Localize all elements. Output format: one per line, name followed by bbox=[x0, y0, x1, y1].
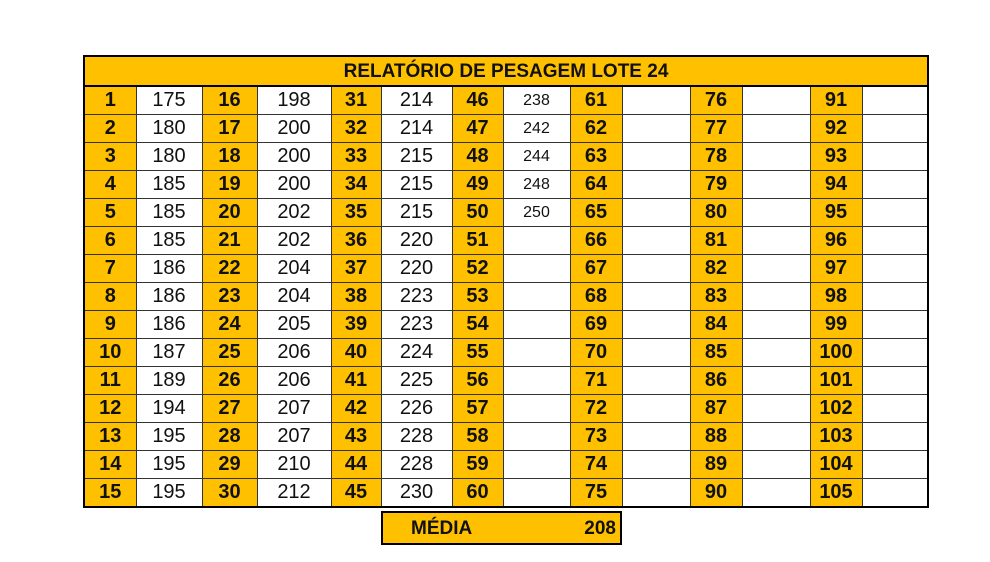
item-number: 27 bbox=[202, 395, 257, 423]
item-number: 22 bbox=[202, 255, 257, 283]
item-number: 88 bbox=[690, 423, 742, 451]
weight-value bbox=[742, 451, 810, 479]
weight-value bbox=[862, 86, 928, 115]
item-number: 98 bbox=[810, 283, 862, 311]
item-number: 43 bbox=[331, 423, 381, 451]
weight-value: 214 bbox=[381, 115, 452, 143]
item-number: 77 bbox=[690, 115, 742, 143]
weight-value: 225 bbox=[381, 367, 452, 395]
weight-value bbox=[503, 283, 570, 311]
weight-value bbox=[862, 423, 928, 451]
weight-value: 206 bbox=[257, 339, 331, 367]
weight-value bbox=[503, 227, 570, 255]
item-number: 18 bbox=[202, 143, 257, 171]
weight-value bbox=[622, 86, 690, 115]
weight-value bbox=[503, 367, 570, 395]
item-number: 45 bbox=[331, 479, 381, 508]
weight-value bbox=[503, 339, 570, 367]
item-number: 49 bbox=[452, 171, 503, 199]
item-number: 2 bbox=[84, 115, 136, 143]
item-number: 99 bbox=[810, 311, 862, 339]
weight-value: 186 bbox=[136, 255, 202, 283]
item-number: 105 bbox=[810, 479, 862, 508]
item-number: 36 bbox=[331, 227, 381, 255]
item-number: 29 bbox=[202, 451, 257, 479]
item-number: 69 bbox=[570, 311, 622, 339]
item-number: 59 bbox=[452, 451, 503, 479]
weight-value: 226 bbox=[381, 395, 452, 423]
weight-value: 207 bbox=[257, 395, 331, 423]
weight-value bbox=[862, 311, 928, 339]
weight-value: 228 bbox=[381, 423, 452, 451]
item-number: 42 bbox=[331, 395, 381, 423]
item-number: 4 bbox=[84, 171, 136, 199]
item-number: 11 bbox=[84, 367, 136, 395]
weight-value bbox=[742, 311, 810, 339]
table-row bbox=[84, 311, 928, 339]
item-number: 94 bbox=[810, 171, 862, 199]
weight-value: 238 bbox=[503, 86, 570, 115]
average-box bbox=[381, 511, 622, 545]
item-number: 44 bbox=[331, 451, 381, 479]
weight-value bbox=[742, 199, 810, 227]
weight-value: 244 bbox=[503, 143, 570, 171]
weight-value: 207 bbox=[257, 423, 331, 451]
item-number: 96 bbox=[810, 227, 862, 255]
item-number: 80 bbox=[690, 199, 742, 227]
weight-value bbox=[742, 86, 810, 115]
item-number: 72 bbox=[570, 395, 622, 423]
item-number: 9 bbox=[84, 311, 136, 339]
weight-value bbox=[742, 423, 810, 451]
item-number: 6 bbox=[84, 227, 136, 255]
weight-value bbox=[622, 199, 690, 227]
item-number: 90 bbox=[690, 479, 742, 508]
weight-value bbox=[742, 283, 810, 311]
item-number: 30 bbox=[202, 479, 257, 508]
table-row bbox=[84, 115, 928, 143]
weight-value: 215 bbox=[381, 199, 452, 227]
table-row bbox=[84, 86, 928, 115]
weight-value bbox=[742, 395, 810, 423]
item-number: 37 bbox=[331, 255, 381, 283]
item-number: 81 bbox=[690, 227, 742, 255]
item-number: 92 bbox=[810, 115, 862, 143]
weight-value: 215 bbox=[381, 171, 452, 199]
weight-value: 202 bbox=[257, 227, 331, 255]
item-number: 24 bbox=[202, 311, 257, 339]
table-row bbox=[84, 339, 928, 367]
table-row bbox=[84, 423, 928, 451]
weight-value: 186 bbox=[136, 311, 202, 339]
weight-value bbox=[503, 255, 570, 283]
weight-value: 224 bbox=[381, 339, 452, 367]
item-number: 13 bbox=[84, 423, 136, 451]
item-number: 31 bbox=[331, 86, 381, 115]
weight-value: 198 bbox=[257, 86, 331, 115]
weight-value: 214 bbox=[381, 86, 452, 115]
weight-value bbox=[862, 115, 928, 143]
weight-value: 185 bbox=[136, 171, 202, 199]
table-row bbox=[84, 143, 928, 171]
weight-value: 180 bbox=[136, 115, 202, 143]
weight-value: 212 bbox=[257, 479, 331, 508]
weight-value bbox=[862, 367, 928, 395]
item-number: 14 bbox=[84, 451, 136, 479]
item-number: 84 bbox=[690, 311, 742, 339]
weight-value bbox=[742, 227, 810, 255]
item-number: 104 bbox=[810, 451, 862, 479]
weight-value: 187 bbox=[136, 339, 202, 367]
weight-value bbox=[503, 451, 570, 479]
item-number: 87 bbox=[690, 395, 742, 423]
item-number: 83 bbox=[690, 283, 742, 311]
weight-value bbox=[622, 255, 690, 283]
weight-value: 175 bbox=[136, 86, 202, 115]
item-number: 66 bbox=[570, 227, 622, 255]
weight-value bbox=[862, 171, 928, 199]
item-number: 46 bbox=[452, 86, 503, 115]
weight-value bbox=[622, 283, 690, 311]
item-number: 17 bbox=[202, 115, 257, 143]
item-number: 89 bbox=[690, 451, 742, 479]
weight-value bbox=[862, 395, 928, 423]
item-number: 1 bbox=[84, 86, 136, 115]
item-number: 21 bbox=[202, 227, 257, 255]
item-number: 65 bbox=[570, 199, 622, 227]
item-number: 40 bbox=[331, 339, 381, 367]
table-row bbox=[84, 171, 928, 199]
item-number: 60 bbox=[452, 479, 503, 508]
item-number: 10 bbox=[84, 339, 136, 367]
item-number: 70 bbox=[570, 339, 622, 367]
weight-value: 200 bbox=[257, 171, 331, 199]
weight-value bbox=[862, 339, 928, 367]
weight-value bbox=[622, 451, 690, 479]
weight-value bbox=[742, 339, 810, 367]
item-number: 62 bbox=[570, 115, 622, 143]
item-number: 76 bbox=[690, 86, 742, 115]
item-number: 78 bbox=[690, 143, 742, 171]
item-number: 20 bbox=[202, 199, 257, 227]
table-row bbox=[84, 451, 928, 479]
item-number: 64 bbox=[570, 171, 622, 199]
table-row bbox=[84, 227, 928, 255]
weight-value bbox=[742, 115, 810, 143]
weight-value bbox=[742, 143, 810, 171]
item-number: 103 bbox=[810, 423, 862, 451]
item-number: 71 bbox=[570, 367, 622, 395]
average-label: MÉDIA bbox=[411, 518, 473, 539]
weight-value bbox=[862, 479, 928, 508]
item-number: 5 bbox=[84, 199, 136, 227]
weight-value bbox=[622, 311, 690, 339]
weight-value: 250 bbox=[503, 199, 570, 227]
weight-value: 220 bbox=[381, 227, 452, 255]
item-number: 57 bbox=[452, 395, 503, 423]
weight-value bbox=[742, 171, 810, 199]
weight-value bbox=[503, 423, 570, 451]
weight-value: 189 bbox=[136, 367, 202, 395]
weight-value bbox=[742, 367, 810, 395]
weight-value: 248 bbox=[503, 171, 570, 199]
item-number: 39 bbox=[331, 311, 381, 339]
weight-value: 195 bbox=[136, 479, 202, 508]
item-number: 97 bbox=[810, 255, 862, 283]
item-number: 34 bbox=[331, 171, 381, 199]
table-row bbox=[84, 367, 928, 395]
table-row bbox=[84, 283, 928, 311]
weight-value: 180 bbox=[136, 143, 202, 171]
weight-value bbox=[622, 367, 690, 395]
item-number: 55 bbox=[452, 339, 503, 367]
weight-value: 204 bbox=[257, 255, 331, 283]
item-number: 91 bbox=[810, 86, 862, 115]
item-number: 102 bbox=[810, 395, 862, 423]
weight-value: 194 bbox=[136, 395, 202, 423]
item-number: 73 bbox=[570, 423, 622, 451]
weight-value bbox=[622, 423, 690, 451]
item-number: 54 bbox=[452, 311, 503, 339]
item-number: 47 bbox=[452, 115, 503, 143]
weight-value bbox=[742, 255, 810, 283]
weight-value: 223 bbox=[381, 311, 452, 339]
item-number: 16 bbox=[202, 86, 257, 115]
weight-value bbox=[742, 479, 810, 508]
item-number: 86 bbox=[690, 367, 742, 395]
weight-value: 185 bbox=[136, 199, 202, 227]
weight-value bbox=[622, 339, 690, 367]
item-number: 75 bbox=[570, 479, 622, 508]
item-number: 85 bbox=[690, 339, 742, 367]
table-row bbox=[84, 199, 928, 227]
weight-value: 202 bbox=[257, 199, 331, 227]
weight-value bbox=[622, 143, 690, 171]
weight-value: 215 bbox=[381, 143, 452, 171]
item-number: 35 bbox=[331, 199, 381, 227]
item-number: 52 bbox=[452, 255, 503, 283]
item-number: 38 bbox=[331, 283, 381, 311]
weight-value: 195 bbox=[136, 451, 202, 479]
weight-value bbox=[503, 395, 570, 423]
report-title: RELATÓRIO DE PESAGEM LOTE 24 bbox=[84, 56, 928, 86]
item-number: 50 bbox=[452, 199, 503, 227]
item-number: 93 bbox=[810, 143, 862, 171]
item-number: 63 bbox=[570, 143, 622, 171]
item-number: 32 bbox=[331, 115, 381, 143]
item-number: 56 bbox=[452, 367, 503, 395]
table-row bbox=[84, 395, 928, 423]
item-number: 48 bbox=[452, 143, 503, 171]
item-number: 3 bbox=[84, 143, 136, 171]
weight-value bbox=[862, 143, 928, 171]
table-row bbox=[84, 255, 928, 283]
weight-value: 242 bbox=[503, 115, 570, 143]
weight-value: 200 bbox=[257, 143, 331, 171]
weight-value: 205 bbox=[257, 311, 331, 339]
weight-value bbox=[862, 451, 928, 479]
average-value: 208 bbox=[584, 518, 616, 539]
item-number: 53 bbox=[452, 283, 503, 311]
weight-value: 206 bbox=[257, 367, 331, 395]
item-number: 101 bbox=[810, 367, 862, 395]
item-number: 95 bbox=[810, 199, 862, 227]
weight-value bbox=[622, 479, 690, 508]
item-number: 100 bbox=[810, 339, 862, 367]
item-number: 74 bbox=[570, 451, 622, 479]
weight-value: 210 bbox=[257, 451, 331, 479]
weight-value bbox=[862, 255, 928, 283]
weight-value: 228 bbox=[381, 451, 452, 479]
weight-value: 200 bbox=[257, 115, 331, 143]
item-number: 33 bbox=[331, 143, 381, 171]
item-number: 67 bbox=[570, 255, 622, 283]
item-number: 15 bbox=[84, 479, 136, 508]
item-number: 25 bbox=[202, 339, 257, 367]
item-number: 8 bbox=[84, 283, 136, 311]
weight-value: 220 bbox=[381, 255, 452, 283]
item-number: 28 bbox=[202, 423, 257, 451]
item-number: 26 bbox=[202, 367, 257, 395]
weight-value bbox=[503, 479, 570, 508]
weight-value bbox=[862, 199, 928, 227]
item-number: 61 bbox=[570, 86, 622, 115]
item-number: 23 bbox=[202, 283, 257, 311]
weight-value bbox=[862, 227, 928, 255]
item-number: 58 bbox=[452, 423, 503, 451]
item-number: 51 bbox=[452, 227, 503, 255]
weight-value: 223 bbox=[381, 283, 452, 311]
table-row bbox=[84, 479, 928, 508]
item-number: 79 bbox=[690, 171, 742, 199]
item-number: 7 bbox=[84, 255, 136, 283]
item-number: 82 bbox=[690, 255, 742, 283]
weight-value bbox=[862, 283, 928, 311]
weight-value bbox=[622, 227, 690, 255]
item-number: 41 bbox=[331, 367, 381, 395]
weight-value: 204 bbox=[257, 283, 331, 311]
item-number: 12 bbox=[84, 395, 136, 423]
item-number: 68 bbox=[570, 283, 622, 311]
weight-value: 185 bbox=[136, 227, 202, 255]
weight-value: 186 bbox=[136, 283, 202, 311]
weight-value: 230 bbox=[381, 479, 452, 508]
weight-value bbox=[622, 115, 690, 143]
weighing-report-table bbox=[83, 55, 929, 508]
weight-value bbox=[503, 311, 570, 339]
weight-value bbox=[622, 171, 690, 199]
item-number: 19 bbox=[202, 171, 257, 199]
weight-value: 195 bbox=[136, 423, 202, 451]
weight-value bbox=[622, 395, 690, 423]
